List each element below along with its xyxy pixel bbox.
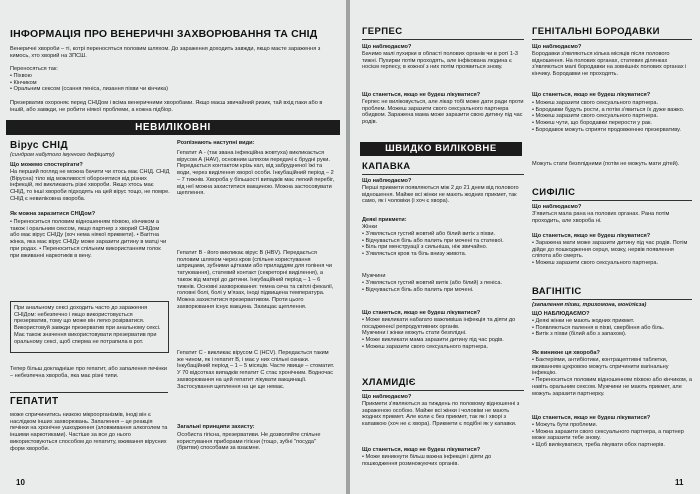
hepatitis-a-text: Гепатит А - (так звана інфекційна жовтуха) викликається вірусом А (HAV), основним шляхом передачі є брудні руки. Передається контактом крізь кал, від забрудненої їжі та води, через виділення хворої особи. Інкубаційний період – 2 – 7 тижнів. Хвороба у більшості випадків має легкий перебіг, від неї можна захиститися вакциною. Можна застосовувати щеплення. xyxy=(177,150,335,197)
syphilis-list xyxy=(532,240,692,274)
vaginitis-question-3: Що станеться, якщо не будеш лікуватися? xyxy=(532,415,651,421)
list-item: • Може викликати набагато важливіша інфекція та діяти до посадженнєї репродуктивних органів. xyxy=(362,317,516,330)
warts-list xyxy=(532,100,692,148)
aids-answer-2: • Переноситься половим відношенням піхвою, кінчиком а також і оральним сексом, якщо партнер з хворий СНІДом або має вірус СНІДу (хоч нема ніякої прикмети). • Вагітна жінка, яка має вірус СНІДу може заразити дитину в матці чи при родах. • Переноситься спільним використанням голок при вживанні наркотиків в вену. xyxy=(10,219,167,259)
protection-heading: Загальні принципи захисту: xyxy=(177,424,255,430)
transmission-label: Переносяться так: xyxy=(10,66,58,72)
men-symptoms xyxy=(362,280,524,302)
types-heading: Розпізнають наступні види: xyxy=(177,140,255,146)
list-item: • Можеш заразити свого сексуального партнера. xyxy=(532,113,659,120)
herpes-answer-2: Герпес не виліковується, але лікар тобі може дати ради проти проблем. Можеш заразити свого сексуального партнера обидвом. Заражена мама може заразити свою дитину під час родів. xyxy=(362,99,524,126)
vaginitis-heading: ВАГІНІТІС xyxy=(532,286,582,297)
hepatitis-text: може спричинитись низкою мікроорганізмів, іноді він є наслідком інших захворювань. Запалення – це реакція печінки на хронічне ушкодження (зловживання алкоголем та іншими наркотиками). Частіше за все до нього використовуються способом до гепатиту, вживання вірусних форм хвороби. xyxy=(10,412,168,452)
list-item: • Бактеріями, антибіотики, контрацептивні таблетки, вживанням цукровою можуть спричинити вагінальну інфекцію. xyxy=(532,357,669,377)
vaginitis-answer-3 xyxy=(532,422,692,468)
list-item: • Відчувається біль або палить при мочені. xyxy=(362,286,474,293)
symptoms-label: Деякі прикмети: xyxy=(362,217,407,223)
list-item: • Переноситься половим відношенням піхвою або кінчиком, а навіть оральним сексом. Мужчини не мають прикмет, але можуть заразити партнерку. xyxy=(532,377,692,397)
list-item: • Можеш заразити свого сексуального партнера. xyxy=(532,100,659,106)
list-item: • Щоб вилікуватися, треба лікувати обох партнерів. xyxy=(532,442,665,449)
list-item: • Витік з піхви (білий або з запахом). xyxy=(532,331,627,338)
list-item: • З'являється кров та біль внизу живота. xyxy=(362,251,467,258)
list-item: • Деякі жінки не мають жодних прикмет. xyxy=(532,318,635,324)
list-item: • Біль при менструації з сильніша, ніж звичайно. xyxy=(362,244,488,251)
chlamydia-answer-2: • Може виникнути більш важна інфекція і діяти до пошкодження розмножуючих органів. xyxy=(362,454,492,467)
hepatitis-heading: ГЕПАТИТ xyxy=(10,396,59,407)
herpes-answer-1: Бачимо малі пухирки в області полових органів чи в роті 1-3 тижні. Пухирки потім проходять, але інфікована людина є носієм герпесу, в кожної з них потім проявиться знову. xyxy=(362,51,519,71)
protection-text: Особиста гігієна, презервативи. Не дозволяйте спільне користування приборами гігієни (тощо, зубні "посуда" (бритви) способами за взаємне. xyxy=(177,432,321,452)
aids-answer-1: На перший погляд не можна бачити чи хтось має СНІД. СНІД (Вірусна) тіло від можливості оборонятися від різних інфекцій, які викликають різні хвороби. Якщо хтось має СНІД, то інші хвороби підходять на цей вірус тощо, не помре. СНІД є невиліковна хвороба. xyxy=(10,169,170,202)
divider xyxy=(362,390,524,391)
syphilis-answer-1: З'явиться мала рана на полових органах. Рана потім проходить, але хвороба ні. xyxy=(532,211,670,224)
page-number: 11 xyxy=(675,478,684,487)
list-item: • Може викликати мама заразити дитину під час родів. xyxy=(362,337,504,344)
warts-heading: ГЕНІТАЛЬНІ БОРОДАВКИ xyxy=(532,26,660,37)
transmission-item: • Піхвою xyxy=(10,73,32,79)
gonorrhea-answer-1: Перші прикмети появляються між 2 до 21 днем від полового відношення. Майже всі жінки не мають жодних прикмет, так само, як і чоловіки (і хоч є хвора). xyxy=(362,185,519,205)
transmission-item: • Оральним сексом (ссання пеніса, лизання піхви чи кінчика) xyxy=(10,86,168,93)
divider xyxy=(362,174,524,175)
vaginitis-question-2: Як виникне ця хвороба? xyxy=(532,350,600,356)
men-label: Мужчини xyxy=(362,273,386,279)
chlamydia-heading: ХЛАМИДІЄ xyxy=(362,377,416,388)
divider xyxy=(10,392,168,393)
divider xyxy=(362,39,524,40)
list-item: • Можеш заразити свого сексуального партнера. xyxy=(362,343,489,350)
transmission-list xyxy=(10,73,310,93)
curable-banner: ШВИДКО ВИЛІКОВНЕ xyxy=(360,142,522,156)
intro-text: Венеричні хвороби – ті, котрі переносяться половим шляхом. До зараження доходить завжди, якщо маєте зараження з кимось, хто хворий на ЗПСШ. xyxy=(10,46,321,59)
aids-question-1: Що можемо спостерігати? xyxy=(10,162,83,168)
page-title: ІНФОРМАЦІЯ ПРО ВЕНЕРИЧНІ ЗАХВОРЮВАННЯ ТА СНІД xyxy=(10,28,318,40)
divider xyxy=(532,299,692,300)
women-symptoms xyxy=(362,231,524,269)
list-item: • Можеш заразити свого сексуального партнера. xyxy=(532,260,659,267)
chlamydia-question-2: Що станеться, якщо не будеш лікуватися? xyxy=(362,447,481,453)
hepatitis-intro: Тепер більш докладніше про гепатит, або запалення печінки – небезпечна хвороба, яка має різні типи. xyxy=(10,366,167,379)
transmission-item: • Кінчиком xyxy=(10,79,37,86)
gonorrhea-question-2: Що станеться, якщо не будеш лікуватися? xyxy=(362,310,481,316)
divider xyxy=(532,39,692,40)
condom-note: Презерватив охороняє перед СНІДом і всіма венеричними хворобами. Якщо маєш звичайний ризик, тай вхід паки або в іншій, або завжди, не робити ніякої проблеми, а кожна підбіор. xyxy=(10,100,323,113)
syphilis-question-2: Що станеться, якщо не будеш лікуватися? xyxy=(532,233,651,239)
list-item: • Бородавок можуть сприяти продовженню презервативу. xyxy=(532,126,681,133)
warts-answer-1: Бородавки з'являються кілька місяців після полового відношення. На полових органах, статевих ділянках з'являються малі бородавки на зовнішніх полових органах і кінчику. Бородавки не проходять. xyxy=(532,51,687,78)
chlamydia-question-1: Що наблюдаємо? xyxy=(362,394,412,400)
list-item: • Можеш чути, що бородавки перерости у рак. xyxy=(532,120,652,127)
vaginitis-answer-1 xyxy=(532,318,692,340)
list-item: Мужчини і жінки можуть стати безплідні. xyxy=(362,330,467,337)
list-item: • З'являється густий жовтий або білий витік з піхви. xyxy=(362,231,496,237)
herpes-question-1: Що наблюдаємо? xyxy=(362,44,412,50)
right-page xyxy=(350,0,700,494)
list-item: • З'являється густий жовтий витік (або білий) з пеніса. xyxy=(362,280,503,286)
vaginitis-question-1: ЩО НАБЛЮДАЄМО? xyxy=(532,311,590,317)
incurable-banner: НЕВИЛІКОВНІ xyxy=(6,120,340,135)
herpes-heading: ГЕРПЕС xyxy=(362,26,403,37)
women-label: Жінки xyxy=(362,224,378,230)
warts-question-1: Що наблюдаємо? xyxy=(532,44,582,50)
list-item: • Можна заразити свого сексуального партнера, а партнер може заразити тебе знову. xyxy=(532,428,684,442)
warning-text: При анальному сексі доходить часто до зараження СНІДом: небезпечно і якщо використовується презерватив, тому що може він легко розірватися. Використовуй завжди презерватив при анальному сексі. Має також значення використовувати презерватив при оральному сексі, щоб сперма не потрапила в рот. xyxy=(14,305,161,345)
gonorrhea-heading: КАПАВКА xyxy=(362,161,411,172)
herpes-question-2: Що станеться, якщо не будеш лікуватися? xyxy=(362,92,481,98)
chlamydia-answer-1: Прикмети з'являються за тиждень по половому відношенні з зараженою особою. Майже всі жінки і чоловіки не мають жодних прикмет. Але коли є без прикмет, так як і хворі з капавкою (хоч не є хвора). Прикмети є подібні як у капавки. xyxy=(362,401,520,428)
left-page xyxy=(0,0,346,494)
divider xyxy=(532,200,692,201)
vaginitis-answer-2 xyxy=(532,357,692,411)
list-item: • Відчувається біль або палить при мочені та статевої. xyxy=(362,237,504,244)
warts-question-2: Що станеться, якщо не будеш лікуватися? xyxy=(532,92,651,98)
hepatitis-c-text: Гепатит С - викликає вірусом С (HCV). Передається таким же чином, як і гепатит В, і має у них спільні ознаки. Інкубаційний період – 1 – 5 місяців. Часте явище – стоматит. У 70 відсотках випадків гепатит С стає хронічним. Водночас захворювання на цей гепатит лікувати вакцинації. Застосування щеплення на це ще немає. xyxy=(177,350,335,390)
list-item: • Можуть бути проблеми. xyxy=(532,422,598,428)
gonorrhea-answer-2 xyxy=(362,317,524,369)
list-item: • Заражена мати може заразити дитину під час родів. Потім дійде до пошкодження серця, мозку, нервів появлення сліпота або смерть. xyxy=(532,240,688,260)
anal-sex-warning-box xyxy=(10,301,169,353)
page-number: 10 xyxy=(16,478,25,487)
list-item: • Бородавки будуть рости, а потім з'явиться їх дуже важко. xyxy=(532,106,685,113)
syphilis-question-1: Що наблюдаємо? xyxy=(532,204,582,210)
hepatitis-b-text: Гепатит В - його викликає вірус В (HBV). Передається половим шляхом через кров (спільне користування шприцами, зубними щітками або приладдям для гоління чи татуювання), статевий контакт (секреторні виділення), а також від матері до дитини. Інкубаційний період – 1 – 6 тижнів. Основні захворювання: темна сеча та світлі фекалії, головні болі, болі у м'язах, іноді підвищена температура. Можна захиститися презервативом. Проти цього захворювання існує вакцина. Захищає щеплення. xyxy=(177,250,334,310)
aids-question-2: Як можна заразитися СНІДом? xyxy=(10,211,96,217)
list-item: • Появляються палення в піхві, свербіння або біль. xyxy=(532,324,665,331)
aids-heading: Вірус СНІД xyxy=(10,140,68,151)
aids-subheading: (синдром набутого імунного дефіциту) xyxy=(10,152,115,158)
vaginitis-subheading: (запалення піхви, трихомона, монілієза) xyxy=(532,302,647,308)
infertility-note: Можуть стати безплідними (потім не можуть мати дітей). xyxy=(532,161,680,167)
syphilis-heading: СИФІЛІС xyxy=(532,187,576,198)
gonorrhea-question-1: Що наблюдаємо? xyxy=(362,178,412,184)
